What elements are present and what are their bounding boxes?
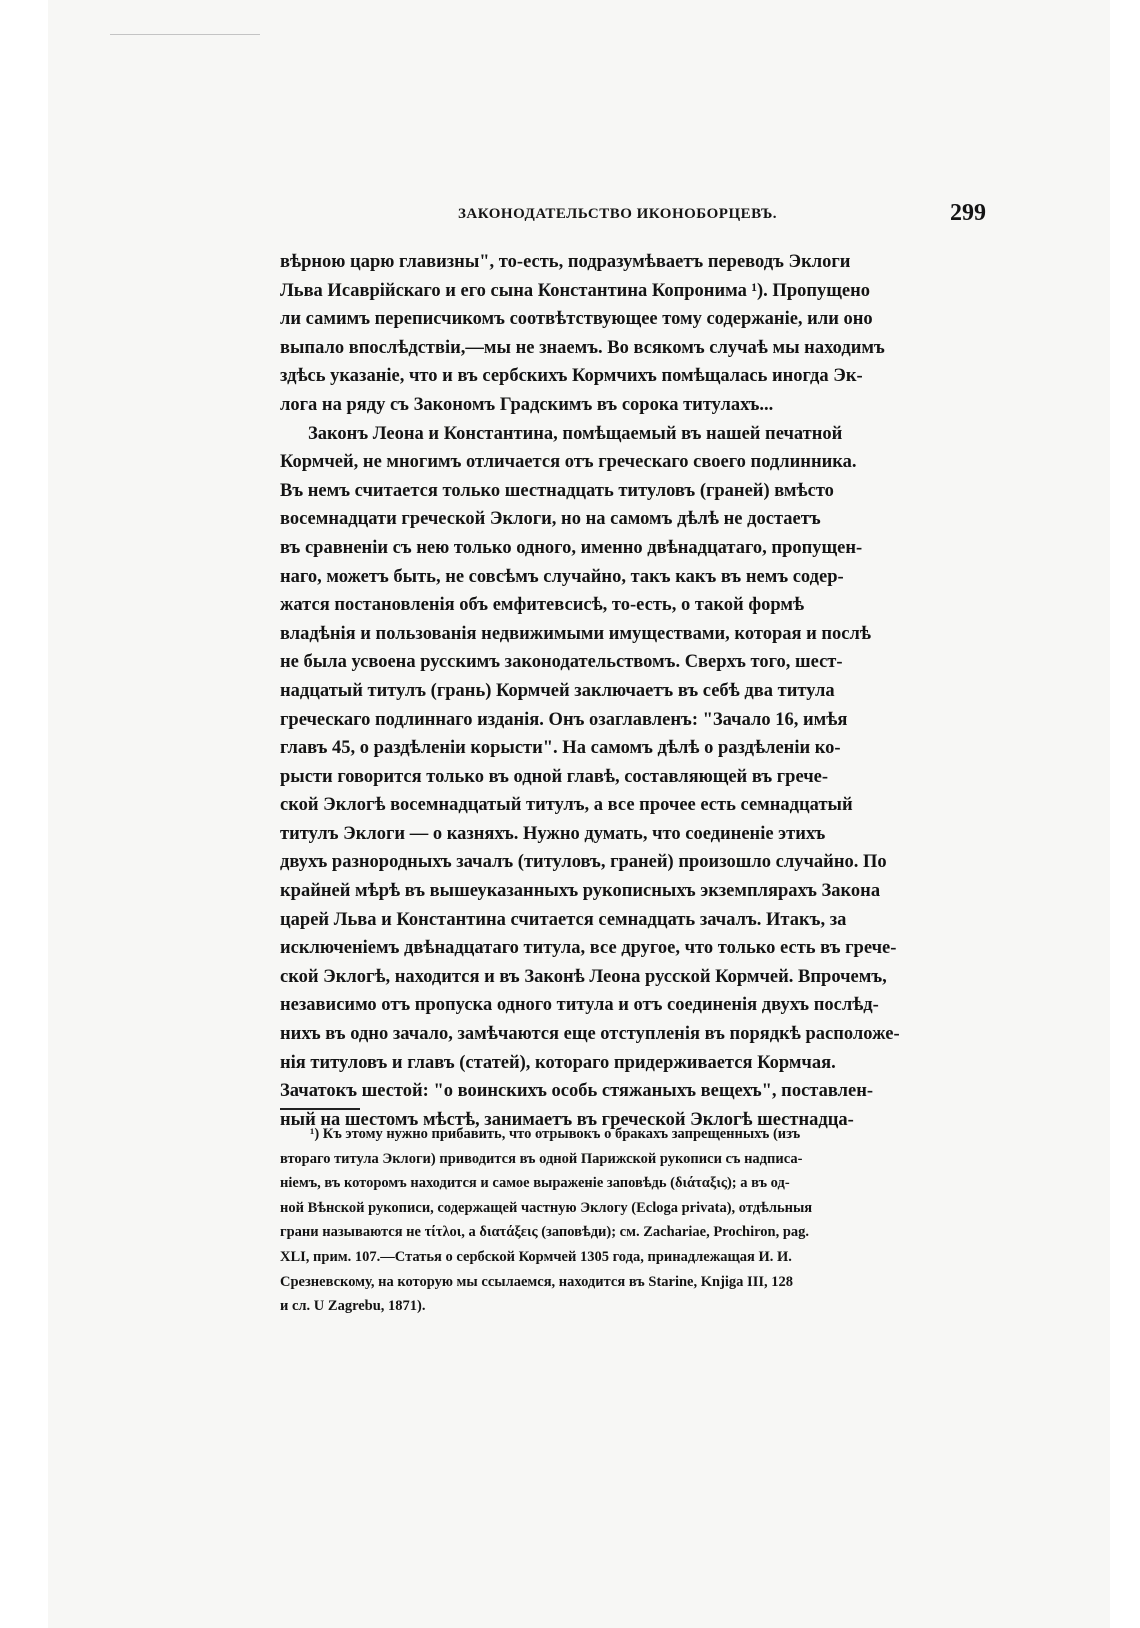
body-line: двухъ разнородныхъ зачалъ (титуловъ, граней) произошло случайно. По bbox=[280, 852, 887, 873]
footnote-line: грани называются не τίτλοι, а διατάξεις (заповѣди); см. Zachariae, Prochiron, pag. bbox=[280, 1224, 810, 1241]
book-page bbox=[48, 0, 1110, 1628]
footnote-line: ніемъ, въ которомъ находится и самое выраженіе заповѣдь (διάταξις); а въ од- bbox=[280, 1175, 790, 1192]
body-line: здѣсь указаніе, что и въ сербскихъ Кормчихъ помѣщалась иногда Эк- bbox=[280, 366, 863, 387]
footnote-line: Срезневскому, на которую мы ссылаемся, находится въ Starine, Knjiga III, 128 bbox=[280, 1273, 793, 1290]
footnote-line: XLI, прим. 107.—Статья о сербской Кормчей 1305 года, принадлежащая И. И. bbox=[280, 1248, 792, 1265]
scan-edge-line bbox=[110, 34, 260, 35]
body-line: рысти говорится только въ одной главѣ, составляющей въ грече- bbox=[280, 766, 829, 787]
body-line: восемнадцати греческой Эклоги, но на самомъ дѣлѣ не достаетъ bbox=[280, 509, 821, 530]
body-line: главъ 45, о раздѣленіи корысти". На самомъ дѣлѣ о раздѣленіи ко- bbox=[280, 738, 841, 759]
body-line: не была усвоена русскимъ законодательствомъ. Сверхъ того, шест- bbox=[280, 652, 843, 673]
body-line: лога на ряду съ Закономъ Градскимъ въ сорока титулахъ... bbox=[280, 394, 774, 415]
body-line: ный на шестомъ мѣстѣ, занимаетъ въ греческой Эклогѣ шестнадца- bbox=[280, 1109, 854, 1130]
footnote-line: ¹) Къ этому нужно прибавить, что отрывокъ о бракахъ запрещенныхъ (изъ bbox=[310, 1126, 801, 1142]
footnote bbox=[280, 1122, 986, 1319]
page-number: 299 bbox=[950, 200, 986, 226]
body-line: жатся постановленія объ емфитевсисѣ, то-есть, о такой формѣ bbox=[280, 595, 805, 616]
body-line: владѣнія и пользованія недвижимыми имуществами, которая и послѣ bbox=[280, 623, 871, 644]
footnote-line: втораго титула Эклоги) приводится въ одной Парижской рукописи съ надписа- bbox=[280, 1150, 803, 1167]
body-line: Зачатокъ шестой: "о воинскихъ особь стяжаныхъ вещехъ", поставлен- bbox=[280, 1081, 874, 1102]
body-line: ли самимъ переписчикомъ соотвѣтствующее тому содержаніе, или оно bbox=[280, 309, 873, 330]
footnote-line: и сл. U Zagrebu, 1871). bbox=[280, 1298, 426, 1315]
body-line: Законъ Леона и Константина, помѣщаемый въ нашей печатной bbox=[308, 423, 843, 444]
body-line: Льва Исаврійскаго и его сына Константина Копронима ¹). Пропущено bbox=[280, 280, 871, 301]
body-line: титулъ Эклоги — о казняхъ. Нужно думать, что соединеніе этихъ bbox=[280, 823, 826, 844]
footnote-line: ной Вѣнской рукописи, содержащей частную Эклогу (Ecloga privata), отдѣльныя bbox=[280, 1199, 813, 1216]
body-line: греческаго подлиннаго изданія. Онъ озаглавленъ: "Зачало 16, имѣя bbox=[280, 709, 848, 730]
body-line: исключеніемъ двѣнадцатаго титула, все другое, что только есть въ грече- bbox=[280, 938, 897, 959]
body-line: надцатый титулъ (грань) Кормчей заключаетъ въ себѣ два титула bbox=[280, 680, 835, 701]
body-line: ской Эклогѣ, находится и въ Законѣ Леона русской Кормчей. Впрочемъ, bbox=[280, 966, 887, 987]
body-line: выпало впослѣдствіи,—мы не знаемъ. Во всякомъ случаѣ мы находимъ bbox=[280, 337, 885, 358]
body-line: Въ немъ считается только шестнадцать титуловъ (граней) вмѣсто bbox=[280, 480, 834, 501]
body-line: въ сравненіи съ нею только одного, именно двѣнадцатаго, пропущен- bbox=[280, 537, 863, 558]
body-line: Кормчей, не многимъ отличается отъ греческаго своего подлинника. bbox=[280, 452, 857, 473]
body-line: нія титуловъ и главъ (статей), котораго придерживается Кормчая. bbox=[280, 1052, 836, 1073]
body-line: наго, можетъ быть, не совсѣмъ случайно, такъ какъ въ немъ содер- bbox=[280, 566, 844, 587]
running-header bbox=[458, 200, 986, 232]
body-text bbox=[280, 248, 986, 1134]
body-line: вѣрною царю главизны", то-есть, подразумѣваетъ переводъ Эклоги bbox=[280, 252, 851, 272]
body-line: нихъ въ одно зачало, замѣчаются еще отступленія въ порядкѣ расположе- bbox=[280, 1024, 900, 1045]
footnote-separator bbox=[280, 1108, 360, 1110]
running-title: ЗАКОНОДАТЕЛЬСТВО ИКОНОБОРЦЕВЪ. bbox=[458, 206, 778, 222]
body-line: ской Эклогѣ восемнадцатый титулъ, а все прочее есть семнадцатый bbox=[280, 795, 853, 816]
body-line: независимо отъ пропуска одного титула и отъ соединенія двухъ послѣд- bbox=[280, 995, 879, 1016]
body-line: царей Льва и Константина считается семнадцать зачалъ. Итакъ, за bbox=[280, 909, 847, 930]
body-line: крайней мѣрѣ въ вышеуказанныхъ рукописныхъ экземплярахъ Закона bbox=[280, 881, 881, 902]
